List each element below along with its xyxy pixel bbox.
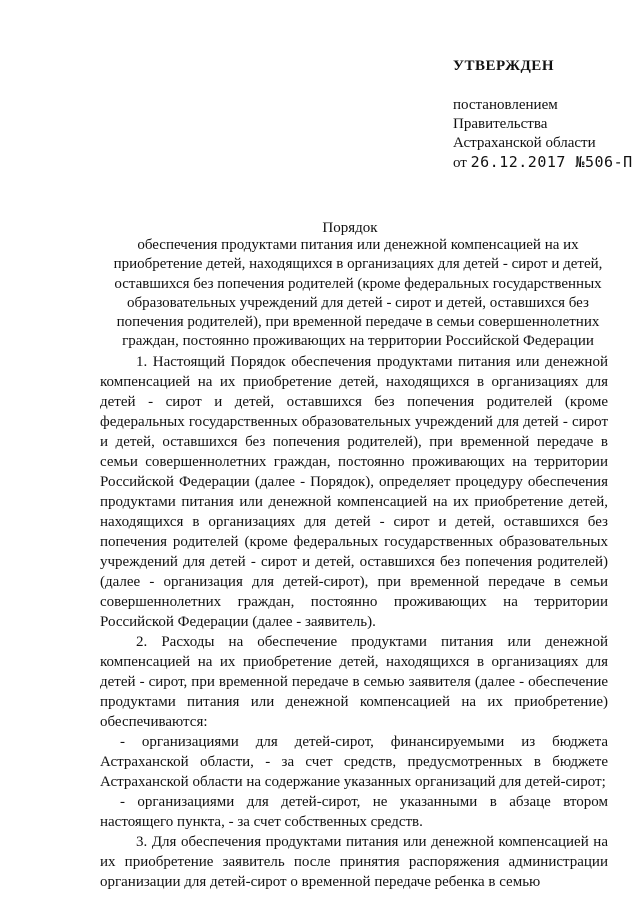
paragraph-2-item-a: - организациями для детей-сирот, финансируемыми из бюджета Астраханской области, - за счет средств, предусмотренных в бюджете Астраханской области на содержание указанных организаций для детей-сирот; <box>100 734 608 790</box>
document-subtitle: обеспечения продуктами питания или денежной компенсацией на их приобретение детей, находящихся в организациях для детей - сирот и детей, оставшихся без попечения родителей (кроме федеральных государственных образовательных учреждений для детей - сирот и детей, оставшихся без попечения родителей), при временной передаче в семьи совершеннолетних граждан, постоянно проживающих на территории Российской Федерации <box>113 237 603 350</box>
approval-line-region: Астраханской области <box>453 135 596 151</box>
document-body <box>100 352 608 892</box>
paragraph-1: 1. Настоящий Порядок обеспечения продуктами питания или денежной компенсацией на их приобретение детей, находящихся в организациях для детей - сирот и детей, оставшихся без попечения родителей (кроме федеральных государственных образовательных учреждений для детей - сирот и детей, оставшихся без попечения родителей), при временной передаче в семьи совершеннолетних граждан, постоянно проживающих на территории Российской Федерации (далее - Порядок), определяет процедуру обеспечения продуктами питания или денежной компенсацией на их приобретение детей, находящихся в организациях для детей - сирот и детей, оставшихся без попечения родителей (кроме федеральных государственных образовательных учреждений для детей - сирот и детей, оставшихся без попечения родителей) (далее - организация для детей-сирот), при временной передаче в семьи совершеннолетних граждан, постоянно проживающих на территории Российской Федерации (далее - заявитель). <box>100 354 608 630</box>
paragraph-2-item-b: - организациями для детей-сирот, не указанными в абзаце втором настоящего пункта, - за счет собственных средств. <box>100 794 608 830</box>
approval-heading: УТВЕРЖДЕН <box>453 58 554 74</box>
handwritten-date-number: 26.12.2017 №506-П <box>470 153 633 171</box>
approval-line-resolution: постановлением <box>453 97 558 113</box>
approval-block <box>453 96 633 173</box>
paragraph-3: 3. Для обеспечения продуктами питания или денежной компенсацией на их приобретение заявитель после принятия распоряжения администрации организации для детей-сирот о временной передаче ребенка в семью <box>100 834 608 890</box>
paragraph-2: 2. Расходы на обеспечение продуктами питания или денежной компенсацией на их приобретение детей, находящихся в организациях для детей - сирот, при временной передаче в семью заявителя (далее - обеспечение продуктами питания или денежной компенсацией на их приобретение) обеспечиваются: <box>100 634 608 730</box>
date-prefix: от <box>453 155 467 171</box>
approval-date-line <box>453 153 633 173</box>
document-title: Порядок <box>322 220 378 236</box>
approval-line-government: Правительства <box>453 116 548 132</box>
